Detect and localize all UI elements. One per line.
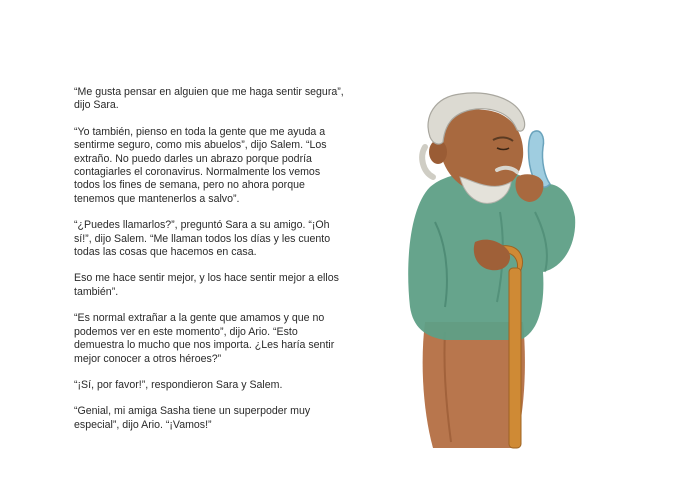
grandfather-illustration: [405, 92, 590, 452]
grandfather-drawing: [405, 92, 590, 452]
story-text: [74, 86, 344, 445]
paragraph-3: “¿Puedes llamarlos?”, preguntó Sara a su amigo. “¡Oh sí!”, dijo Salem. “Me llaman todos los días y les cuento todas las cosas que hacemos en casa.: [74, 219, 331, 259]
paragraph-6: “¡Sí, por favor!”, respondieron Sara y Salem.: [74, 378, 283, 391]
paragraph-2: “Yo también, pienso en toda la gente que me ayuda a sentirme seguro, como mis abuelos”, dijo Salem. “Los extraño. No puedo darles un abrazo porque podría contagiarles el coronavirus. Normalmente los vemos todos los fines de semana, pero no ahora porque tenemos que mantenerlos a salvo”.: [74, 125, 327, 205]
paragraph-4: Eso me hace sentir mejor, y los hace sentir mejor a ellos también”.: [74, 272, 339, 298]
paragraph-5: “Es normal extrañar a la gente que amamos y que no podemos ver en este momento”, dijo Ario. “Esto demuestra lo mucho que nos importa. ¿Les haría sentir mejor conocer a otros héroes?”: [74, 312, 335, 365]
paragraph-1: “Me gusta pensar en alguien que me haga sentir segura”, dijo Sara.: [74, 86, 344, 112]
paragraph-7: “Genial, mi amiga Sasha tiene un superpoder muy especial”, dijo Ario. “¡Vamos!”: [74, 405, 311, 431]
